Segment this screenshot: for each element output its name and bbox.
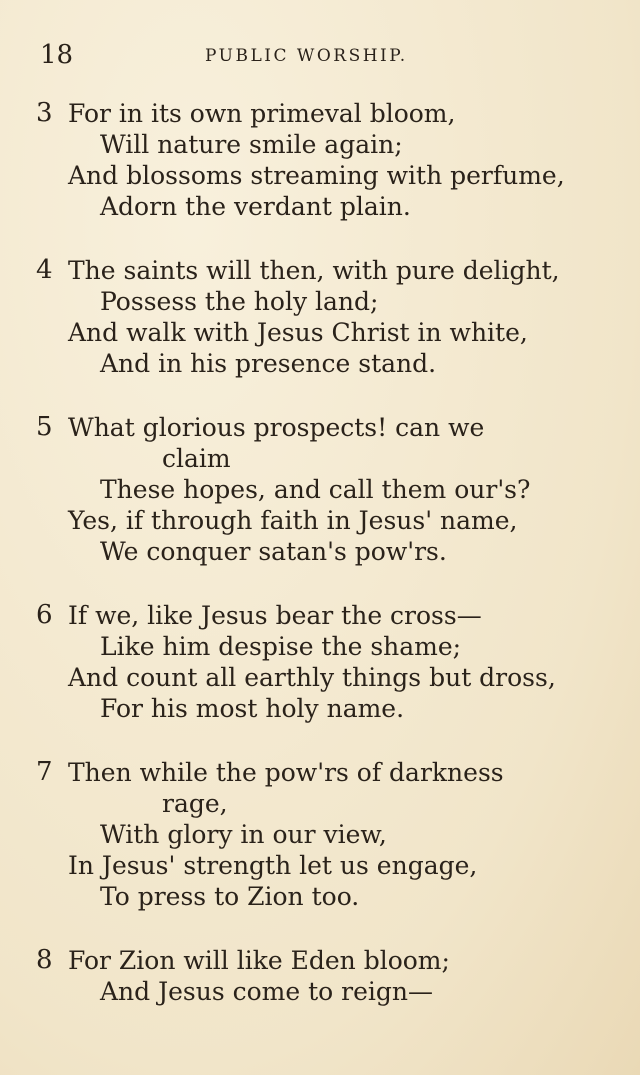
stanza (36, 412, 616, 567)
verse-line: And Jesus come to reign— (100, 977, 434, 1006)
stanza-number: 6 (36, 600, 53, 630)
verse-line: Like him despise the shame; (100, 632, 462, 661)
stanza-number: 7 (36, 757, 53, 787)
verse-line: What glorious prospects! can we (68, 413, 485, 442)
verse-line: With glory in our view, (100, 820, 387, 849)
verse-line: Then while the pow'rs of darkness (68, 758, 504, 787)
verse-line: These hopes, and call them our's? (100, 475, 531, 504)
stanza (36, 600, 616, 724)
verse-line: If we, like Jesus bear the cross— (68, 601, 482, 630)
verse-line: rage, (162, 789, 228, 818)
verse-line: For his most holy name. (100, 694, 405, 723)
stanza (36, 98, 616, 222)
verse-line: Adorn the verdant plain. (100, 192, 411, 221)
verse-line: For in its own primeval bloom, (68, 99, 456, 128)
page-header (40, 40, 600, 76)
hymn-text (36, 98, 616, 1040)
verse-line: And walk with Jesus Christ in white, (68, 318, 528, 347)
stanza-number: 3 (36, 98, 53, 128)
verse-line: For Zion will like Eden bloom; (68, 946, 450, 975)
verse-line: And in his presence stand. (100, 349, 437, 378)
verse-line: claim (162, 444, 231, 473)
stanza (36, 255, 616, 379)
verse-line: Possess the holy land; (100, 287, 379, 316)
verse-line: We conquer satan's pow'rs. (100, 537, 447, 566)
verse-line: The saints will then, with pure delight, (68, 256, 560, 285)
verse-line: And blossoms streaming with perfume, (68, 161, 565, 190)
verse-line: Will nature smile again; (100, 130, 403, 159)
verse-line: To press to Zion too. (100, 882, 360, 911)
verse-line: In Jesus' strength let us engage, (68, 851, 478, 880)
stanza-number: 8 (36, 945, 53, 975)
page-number: 18 (40, 40, 74, 70)
verse-line: And count all earthly things but dross, (68, 663, 556, 692)
stanza-number: 5 (36, 412, 53, 442)
stanza-number: 4 (36, 255, 53, 285)
running-head: PUBLIC WORSHIP. (205, 46, 408, 66)
stanza (36, 945, 616, 1007)
stanza (36, 757, 616, 912)
verse-line: Yes, if through faith in Jesus' name, (68, 506, 518, 535)
